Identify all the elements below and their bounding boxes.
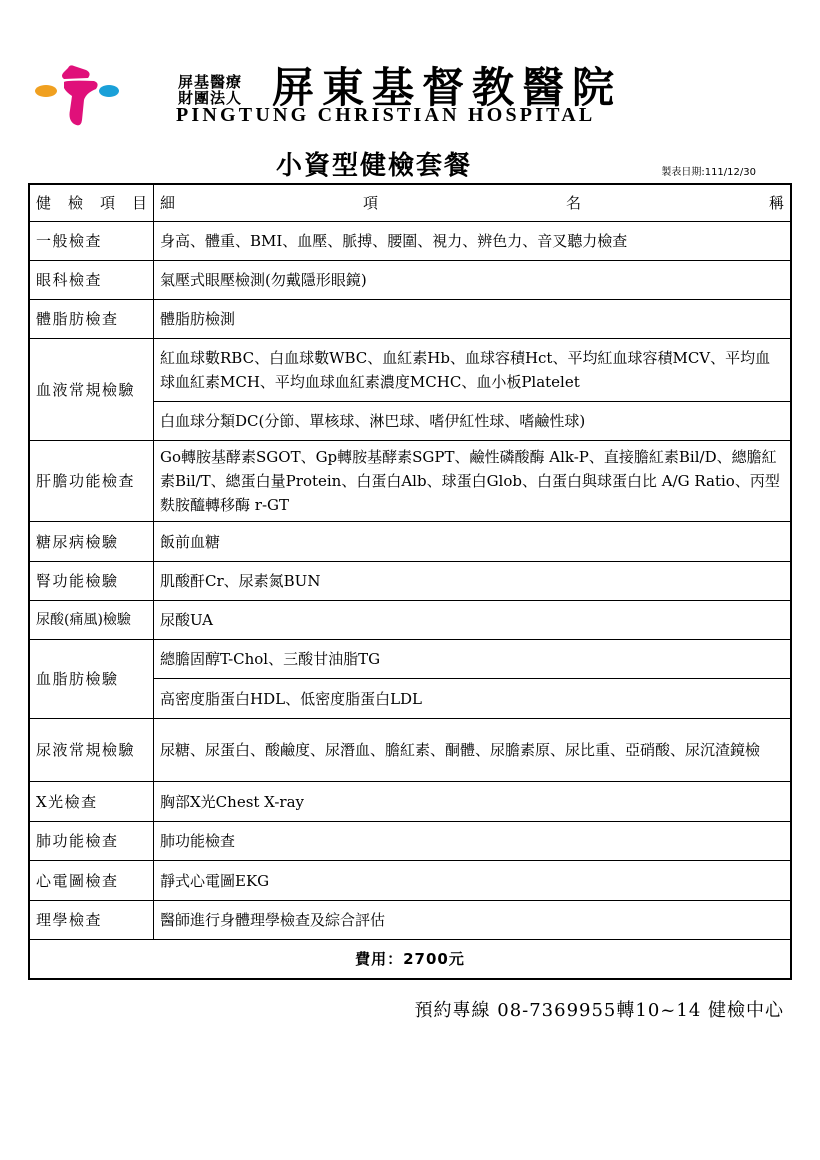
row-detail: 醫師進行身體理學檢查及綜合評估 [154,901,791,940]
header-char: 健 [36,194,52,212]
header-char: 檢 [67,194,83,212]
row-detail: 飯前血糖 [154,522,791,562]
header-item-category [30,185,154,222]
row-category: 一般檢查 [30,222,154,261]
row-category: 尿液常規檢驗 [30,719,154,782]
table-row [30,640,791,679]
fee-row [30,940,791,979]
table-row [30,222,791,261]
table-row [30,261,791,300]
header-item-details [154,185,791,222]
header-char: 稱 [768,194,784,212]
row-detail: 肺功能檢查 [154,822,791,861]
header-char: 目 [131,194,147,212]
table-row [30,601,791,640]
row-detail: 靜式心電圖EKG [154,861,791,901]
org-small-line1: 屏基醫療 [178,73,243,91]
header-char: 細 [160,194,176,212]
row-detail: 紅血球數RBC、白血球數WBC、血紅素Hb、血球容積Hct、平均紅血球容積MCV、平均血球血紅素MCH、平均血球血紅素濃度MCHC、血小板Platelet [154,339,791,402]
table-header-row [30,185,791,222]
table-row [30,300,791,339]
hospital-logo [34,62,120,132]
org-legal-label [178,74,260,106]
row-detail: 總膽固醇T-Chol、三酸甘油脂TG [154,640,791,679]
table-row [30,901,791,940]
row-detail: 身高、體重、BMI、血壓、脈搏、腰圍、視力、辨色力、音叉聽力檢查 [154,222,791,261]
row-category: X光檢查 [30,782,154,822]
checkup-table [29,184,791,979]
table-row [30,562,791,601]
row-category: 腎功能檢驗 [30,562,154,601]
row-detail: 尿糖、尿蛋白、酸鹼度、尿潛血、膽紅素、酮體、尿膽素原、尿比重、亞硝酸、尿沉渣鏡檢 [154,719,791,782]
header-char: 項 [362,194,378,212]
page-title: 小資型健檢套餐 [275,151,472,181]
row-category: 血液常規檢驗 [30,339,154,441]
header-char: 項 [99,194,115,212]
table-row [30,441,791,522]
row-detail: 體脂肪檢測 [154,300,791,339]
row-category: 尿酸(痛風)檢驗 [30,601,154,640]
row-category: 心電圖檢查 [30,861,154,901]
table-row [30,719,791,782]
logo-orange-shape [35,85,57,97]
row-category: 血脂肪檢驗 [30,640,154,719]
row-category: 肺功能檢查 [30,822,154,861]
row-detail: 白血球分類DC(分節、單核球、淋巴球、嗜伊紅性球、嗜鹼性球) [154,402,791,441]
header-char: 名 [565,194,581,212]
fee-label: 費用：2700元 [30,940,791,979]
logo-magenta-shape [62,65,98,125]
org-name-chinese: 屏東基督教醫院 [272,63,623,112]
checkup-table-body [30,185,791,979]
row-category: 眼科檢查 [30,261,154,300]
row-category: 肝膽功能檢查 [30,441,154,522]
table-row [30,339,791,402]
row-detail: 胸部X光Chest X-ray [154,782,791,822]
row-category: 體脂肪檢查 [30,300,154,339]
table-row [30,522,791,562]
table-row [30,861,791,901]
made-date: 製表日期:111/12/30 [661,167,756,178]
org-small-line2: 財團法人 [178,89,243,107]
row-detail: 尿酸UA [154,601,791,640]
logo-blue-shape [99,85,119,97]
booking-hotline: 預約專線 08-7369955轉10~14 健檢中心 [414,1000,784,1021]
table-row [30,822,791,861]
row-detail: 高密度脂蛋白HDL、低密度脂蛋白LDL [154,679,791,719]
row-category: 糖尿病檢驗 [30,522,154,562]
row-category: 理學檢查 [30,901,154,940]
org-name-english: PINGTUNG CHRISTIAN HOSPITAL [176,104,596,126]
row-detail: 肌酸酐Cr、尿素氮BUN [154,562,791,601]
row-detail: Go轉胺基酵素SGOT、Gp轉胺基酵素SGPT、鹼性磷酸酶 Alk-P、直接膽紅素Bil/D、總膽紅素Bil/T、總蛋白量Protein、白蛋白Alb、球蛋白Glob、白蛋白與球蛋白比 A/G Ratio、丙型麩胺醯轉移酶 r-GT [154,441,791,522]
table-row [30,782,791,822]
row-detail: 氣壓式眼壓檢測(勿戴隱形眼鏡) [154,261,791,300]
